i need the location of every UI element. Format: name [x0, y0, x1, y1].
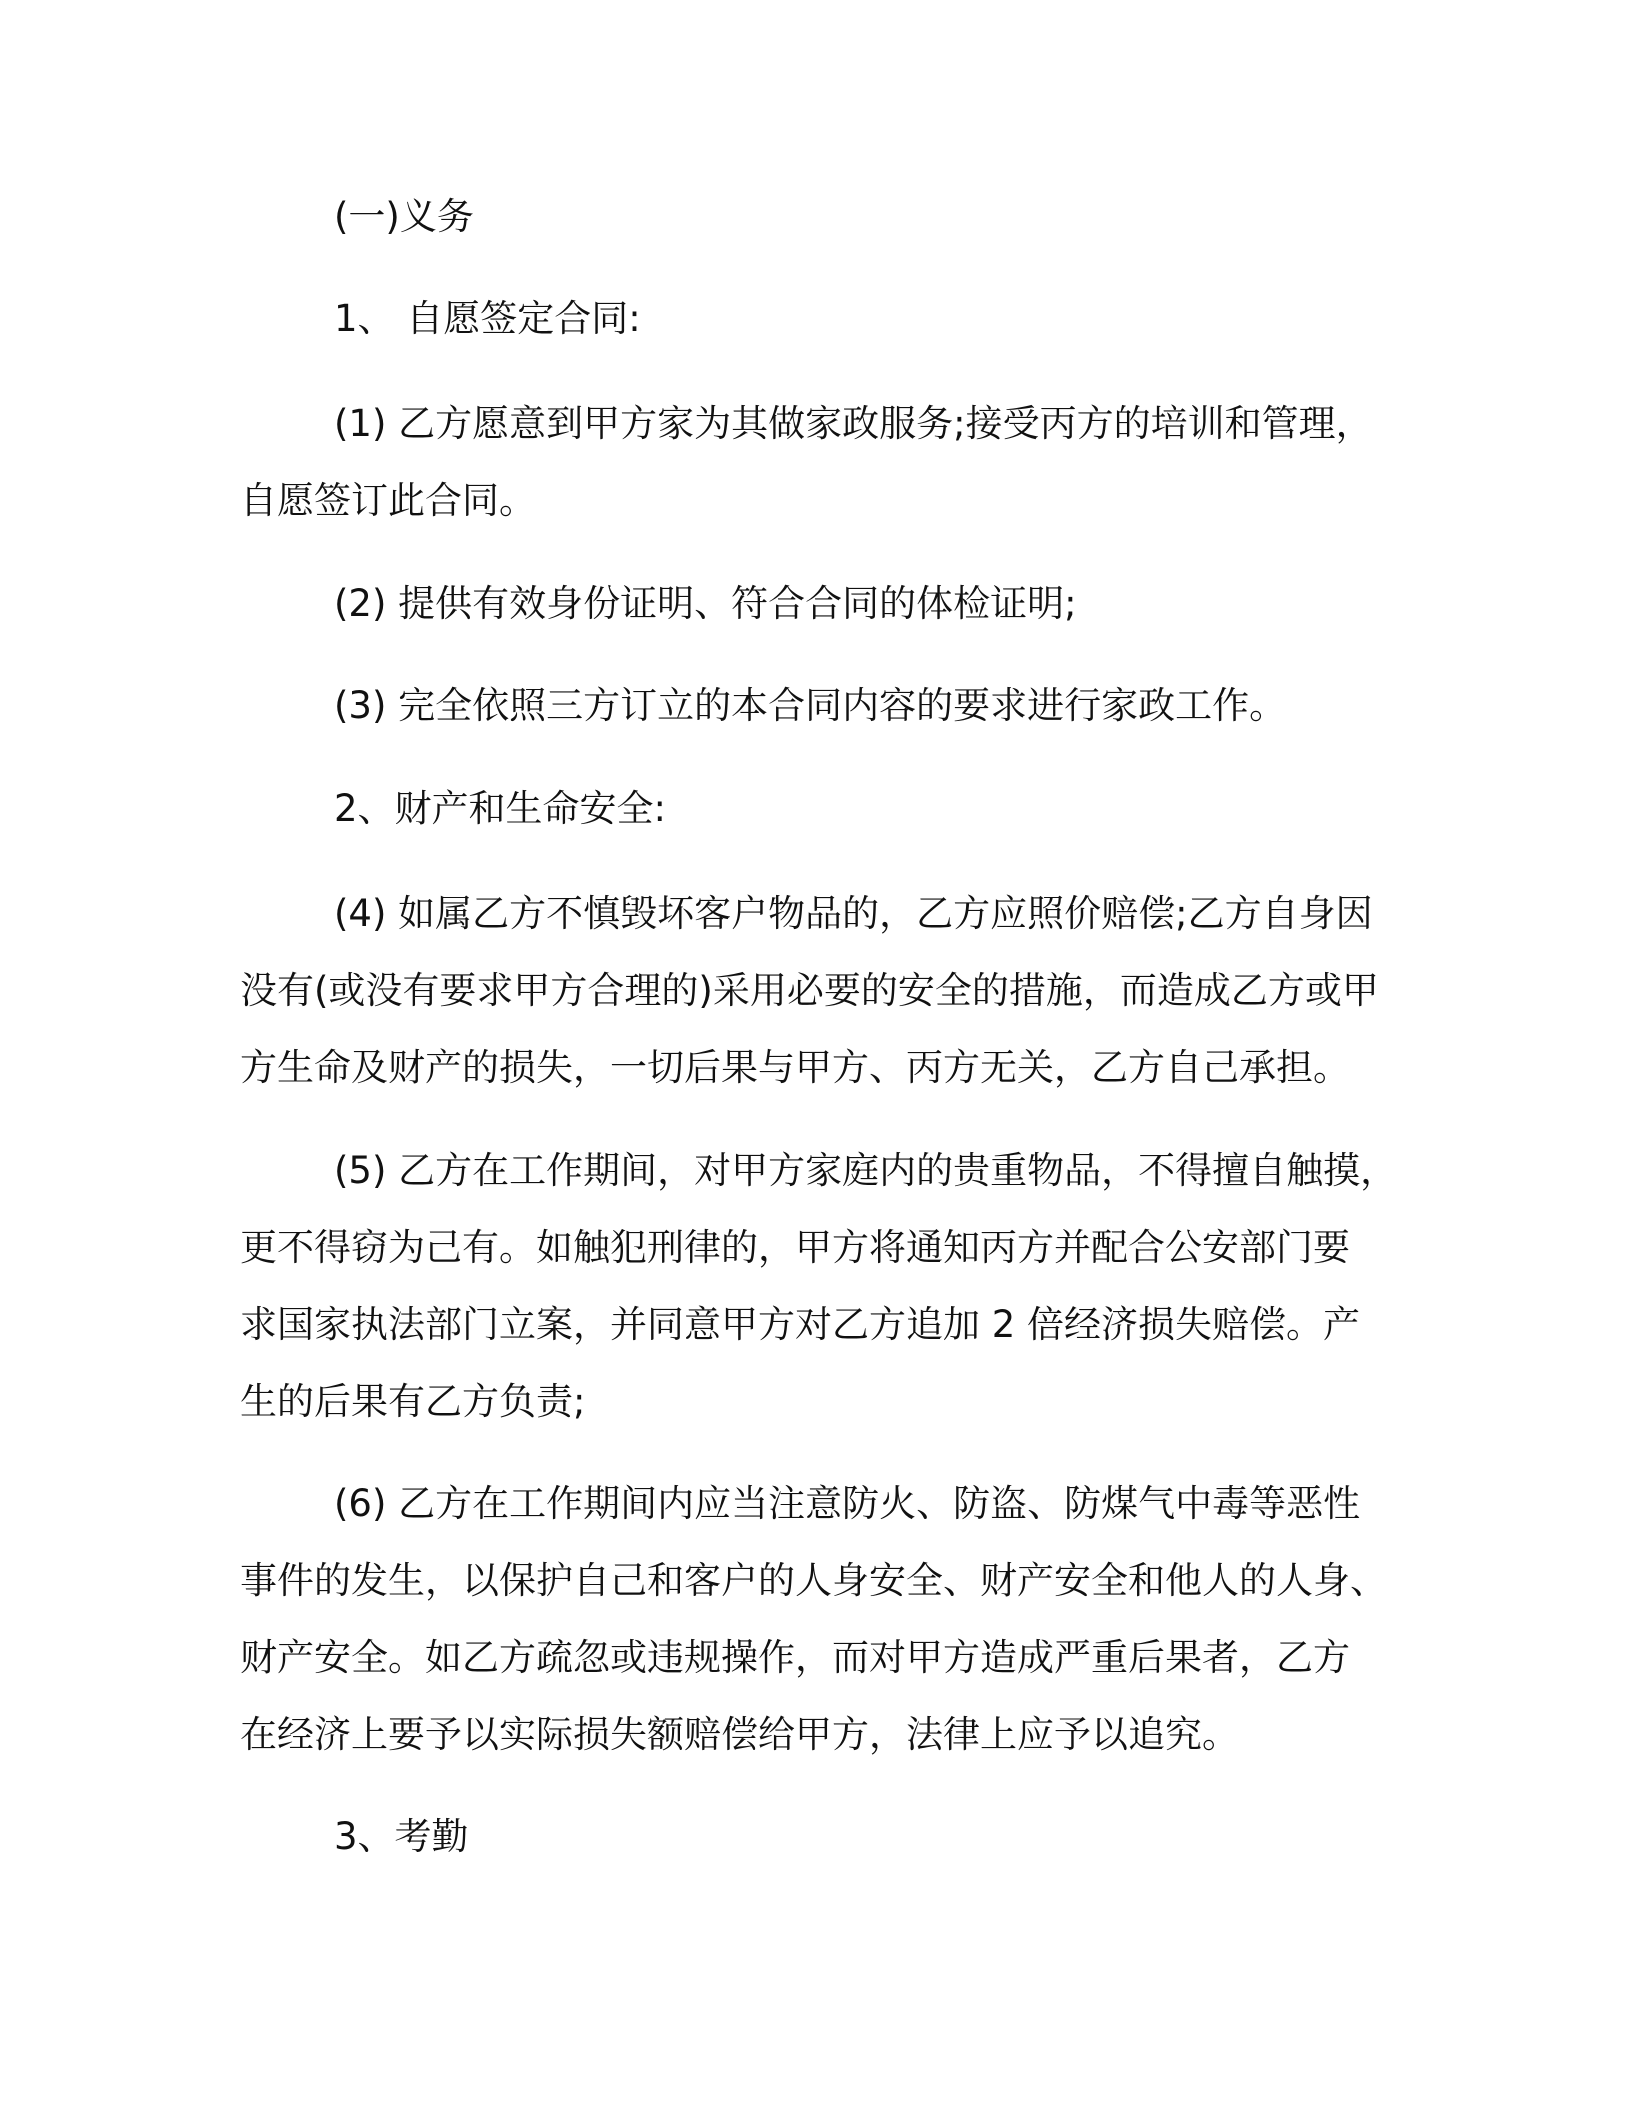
- paragraph-1-line-1: (1) 乙方愿意到甲方家为其做家政服务;接受丙方的培训和管理，: [334, 402, 1373, 445]
- paragraph-2: [240, 565, 1380, 642]
- section-heading-text: (一)义务: [334, 195, 474, 238]
- paragraph-6: [240, 1465, 1387, 1773]
- paragraph-4-line-3: 方生命及财产的损失，一切后果与甲方、丙方无关，乙方自己承担。: [240, 1046, 1350, 1089]
- paragraph-3: [240, 667, 1380, 744]
- item2-heading: [240, 770, 1380, 847]
- paragraph-6-line-1: (6) 乙方在工作期间内应当注意防火、防盗、防煤气中毒等恶性: [334, 1482, 1361, 1525]
- item3-heading-text: 3、考勤: [334, 1815, 469, 1858]
- paragraph-4-line-1: (4) 如属乙方不慎毁坏客户物品的，乙方应照价赔偿;乙方自身因: [334, 892, 1373, 935]
- paragraph-6-line-2: 事件的发生，以保护自己和客户的人身安全、财产安全和他人的人身、: [240, 1559, 1387, 1602]
- paragraph-6-line-3: 财产安全。如乙方疏忽或违规操作，而对甲方造成严重后果者，乙方: [240, 1636, 1350, 1679]
- item3-heading: [240, 1798, 1380, 1875]
- paragraph-5-line-1: (5) 乙方在工作期间，对甲方家庭内的贵重物品，不得擅自触摸，: [334, 1149, 1398, 1192]
- paragraph-5: [240, 1132, 1398, 1440]
- paragraph-5-line-4: 生的后果有乙方负责;: [240, 1380, 586, 1423]
- paragraph-1: [240, 385, 1380, 539]
- item1-heading-text: 1、 自愿签定合同:: [334, 297, 641, 340]
- paragraph-6-line-4: 在经济上要予以实际损失额赔偿给甲方，法律上应予以追究。: [240, 1713, 1239, 1756]
- item1-heading: [240, 280, 1380, 357]
- paragraph-5-line-2: 更不得窃为己有。如触犯刑律的，甲方将通知丙方并配合公安部门要: [240, 1226, 1350, 1269]
- paragraph-1-line-2: 自愿签订此合同。: [240, 479, 536, 522]
- paragraph-5-line-3: 求国家执法部门立案，并同意甲方对乙方追加 2 倍经济损失赔偿。产: [240, 1303, 1361, 1346]
- item2-heading-text: 2、财产和生命安全:: [334, 787, 667, 830]
- paragraph-4: [240, 875, 1380, 1106]
- section-heading: [240, 178, 1380, 255]
- paragraph-4-line-2: 没有(或没有要求甲方合理的)采用必要的安全的措施，而造成乙方或甲: [240, 969, 1379, 1012]
- paragraph-3-text: (3) 完全依照三方订立的本合同内容的要求进行家政工作。: [334, 684, 1287, 727]
- paragraph-2-text: (2) 提供有效身份证明、符合合同的体检证明;: [334, 582, 1077, 625]
